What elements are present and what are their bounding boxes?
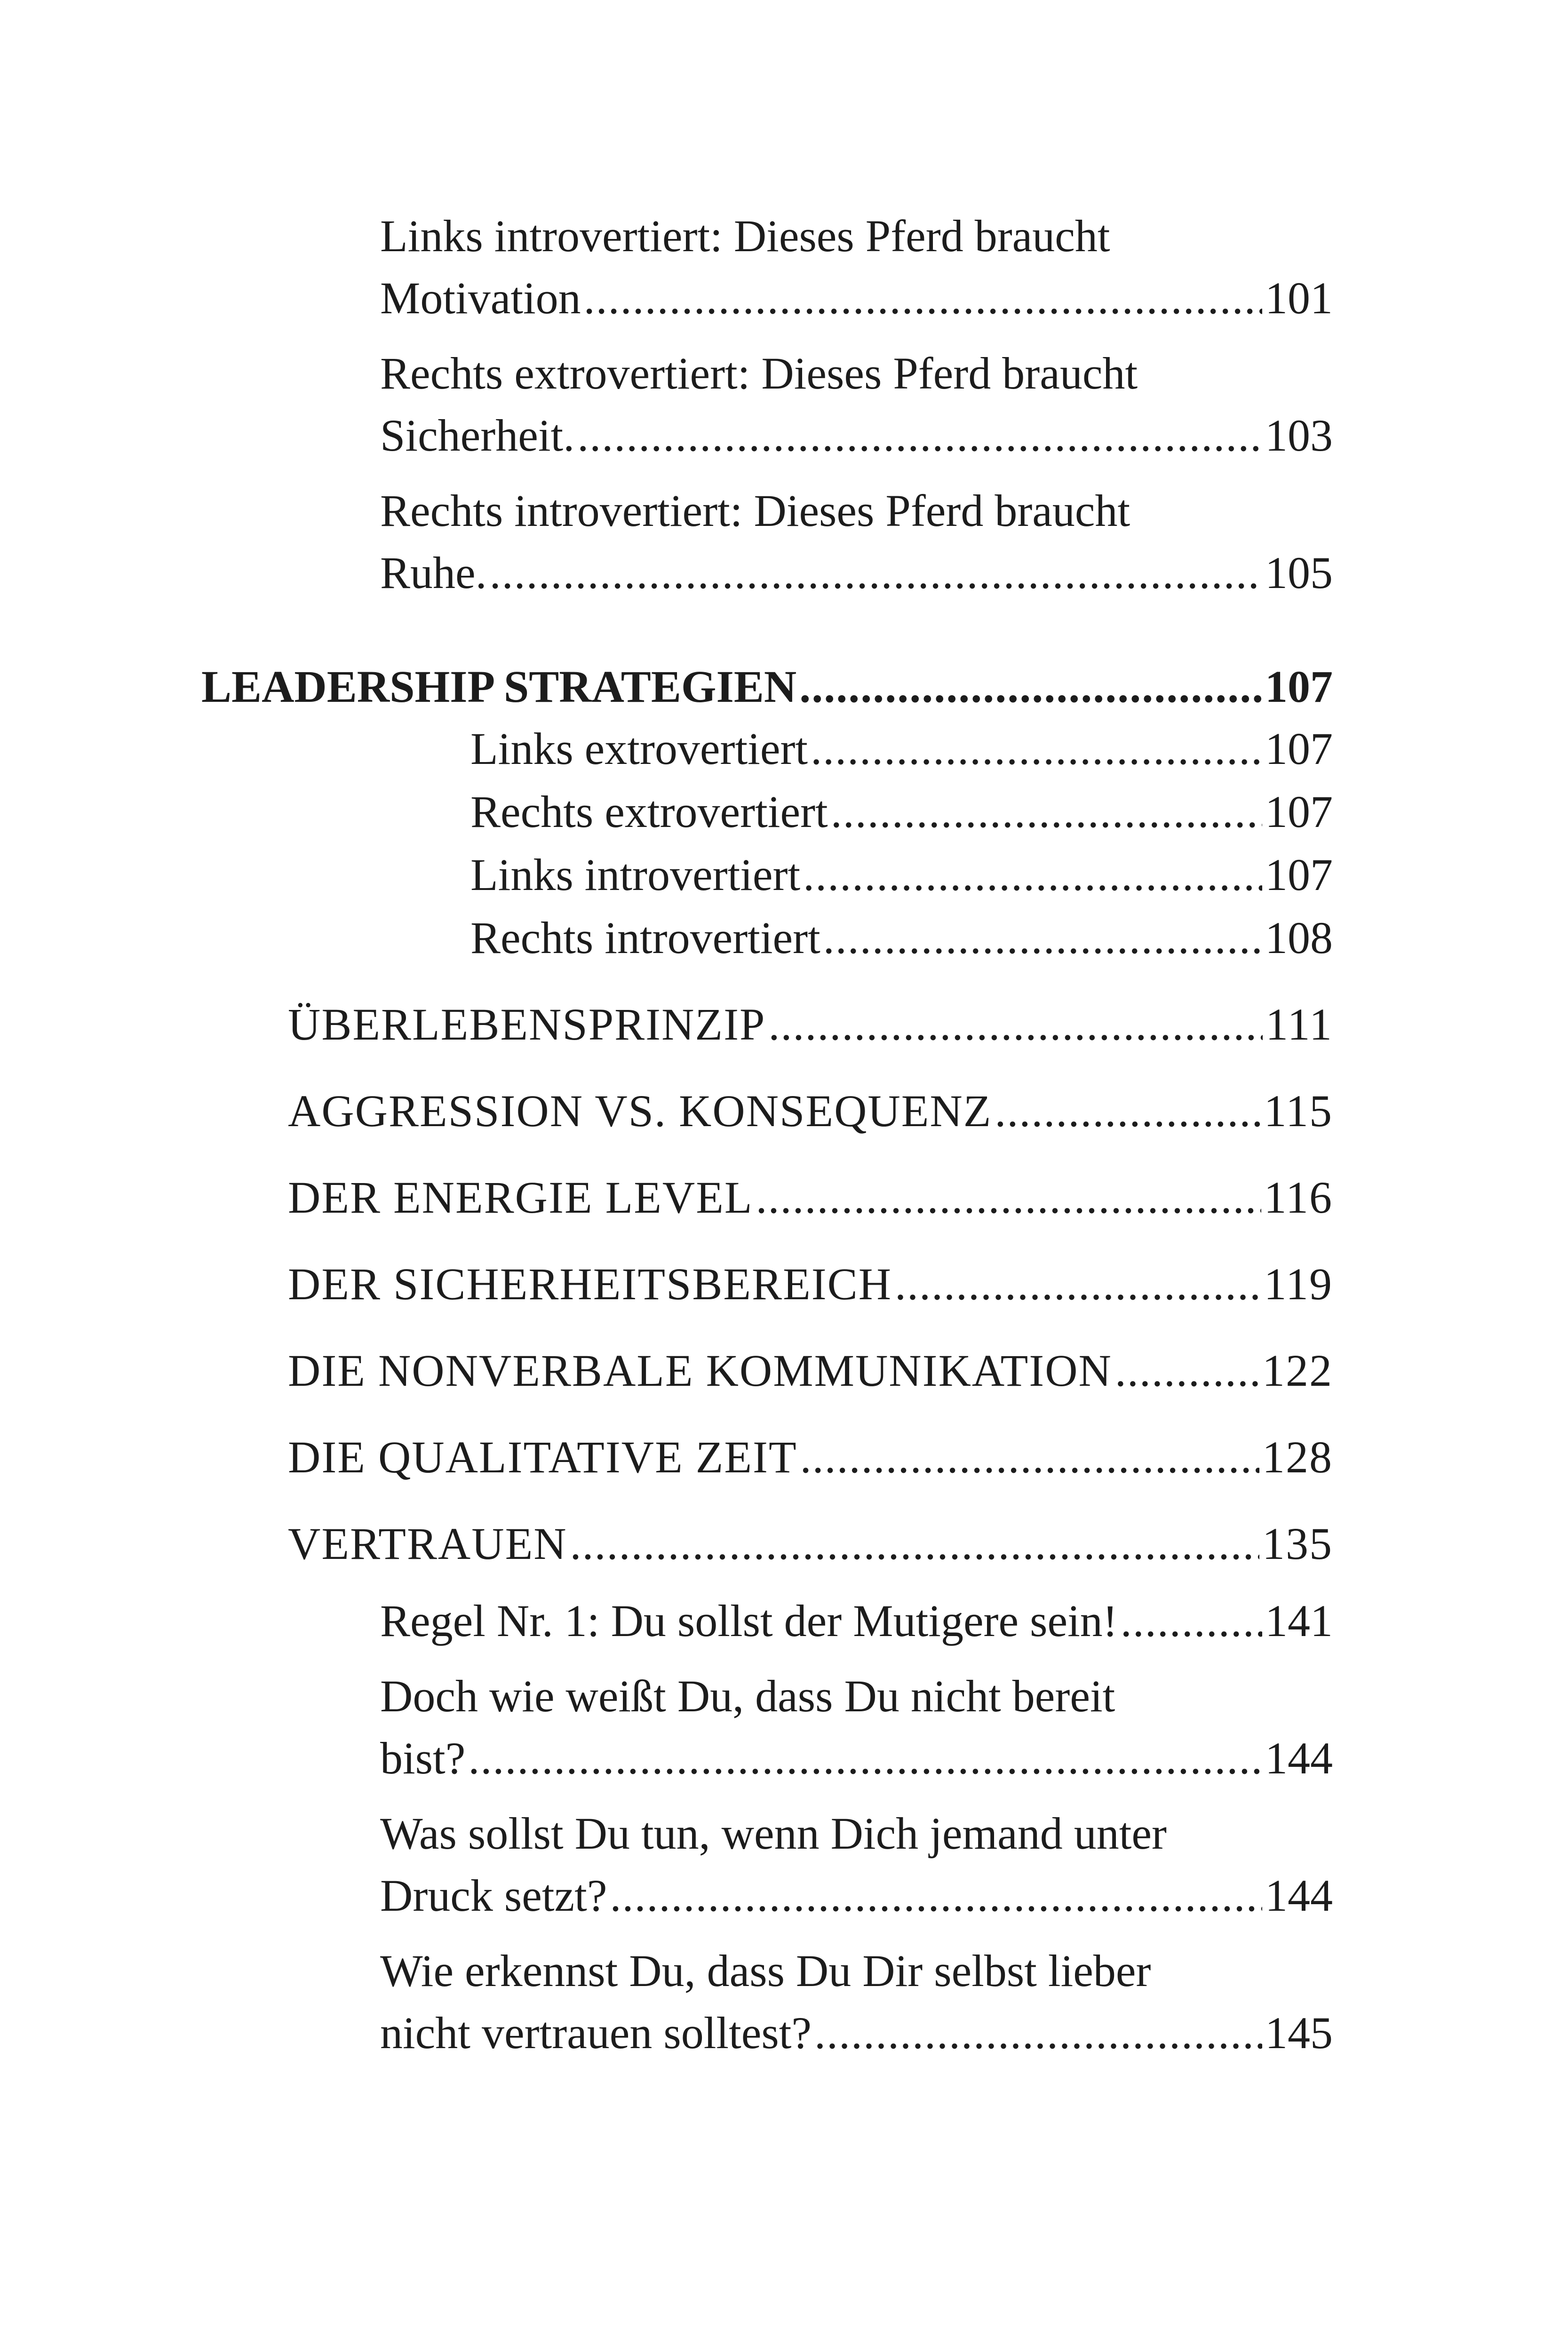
toc-section-label: DIE QUALITATIVE ZEIT [288,1432,797,1482]
dot-leader [490,542,1262,604]
toc-entry-label: Links introvertiert [470,850,801,900]
toc-entry[interactable] [380,342,1333,467]
toc-section-label: ÜBERLEBENSPRINZIP [288,999,766,1049]
toc-page-number: 145 [1265,2008,1333,2058]
toc-page-number: 107 [1265,723,1333,774]
toc-entry[interactable] [470,718,1333,780]
toc-page-number: 141 [1265,1596,1333,1646]
toc-page-number: 101 [1265,273,1333,323]
dot-leader [803,844,1262,906]
toc-entry-label: Regel Nr. 1: Du sollst der Mutigere sein! [380,1596,1118,1646]
toc-entry-label: bist? [380,1733,466,1783]
toc-section-label: DIE NONVERBALE KOMMUNIKATION [288,1345,1112,1396]
toc-page-number: 135 [1262,1518,1333,1569]
toc-entry-label: Ruhe. [380,548,487,598]
dot-leader [831,781,1262,843]
dot-leader [814,2002,1262,2064]
toc-page-number: 116 [1264,1172,1333,1223]
toc-entry-label: Links extrovertiert [470,723,808,774]
toc-entry-line1: Doch wie weißt Du, dass Du nicht bereit [380,1671,1115,1721]
toc-section-label: DER SICHERHEITSBEREICH [288,1259,892,1309]
toc-page-number: 115 [1264,1086,1333,1136]
toc-entry-label: nicht vertrauen solltest? [380,2008,812,2058]
toc-page-number: 108 [1265,913,1333,963]
toc-entry[interactable] [380,1665,1333,1789]
toc-entry-label: Rechts extrovertiert [470,787,828,837]
toc-entry-label: Rechts introvertiert [470,913,820,963]
toc-section-entry[interactable] [288,1426,1333,1488]
toc-page-number: 144 [1265,1733,1333,1783]
toc-section-entry[interactable] [288,1513,1333,1575]
toc-entry-line1: Rechts introvertiert: Dieses Pferd braucht [380,485,1130,536]
toc-entry-label: Motivation [380,273,581,323]
toc-page-number: 122 [1262,1345,1333,1396]
toc-page-number: 103 [1265,410,1333,461]
dot-leader [800,1426,1259,1488]
dot-leader [584,267,1262,329]
toc-entry-line1: Wie erkennst Du, dass Du Dir selbst lieber [380,1946,1151,1996]
dot-leader [811,718,1262,780]
toc-entry-label: Sicherheit. [380,410,575,461]
toc-entry[interactable] [470,907,1333,969]
toc-entry[interactable] [380,480,1333,604]
dot-leader [610,1865,1262,1927]
toc-entry[interactable] [380,1940,1333,2064]
toc-entry[interactable] [470,844,1333,906]
toc-entry[interactable] [380,1590,1333,1652]
toc-page-number: 107 [1265,850,1333,900]
toc-chapter-label: LEADERSHIP STRATEGIEN [201,661,797,712]
toc-entry[interactable] [380,205,1333,329]
dot-leader [895,1253,1261,1315]
toc-page-number: 107 [1265,787,1333,837]
dot-leader [570,1513,1259,1575]
dot-leader [1115,1340,1259,1402]
dot-leader [768,993,1263,1056]
toc-page-number: 107 [1265,661,1333,712]
toc-section-entry[interactable] [288,993,1333,1056]
dot-leader [756,1167,1261,1229]
toc-page-number: 105 [1265,548,1333,598]
toc-page-number: 119 [1264,1259,1333,1309]
toc-entry[interactable] [470,781,1333,843]
toc-page-number: 128 [1262,1432,1333,1482]
toc-section-label: AGGRESSION VS. KONSEQUENZ [288,1086,992,1136]
toc-entry-line1: Links introvertiert: Dieses Pferd braucht [380,211,1110,261]
toc-page-number: 111 [1266,999,1333,1049]
dot-leader [995,1080,1261,1142]
toc-section-entry[interactable] [288,1080,1333,1142]
dot-leader [799,656,1262,718]
dot-leader [468,1727,1262,1789]
toc-entry[interactable] [380,1803,1333,1927]
toc-entry-label: Druck setzt? [380,1870,607,1921]
toc-section-entry[interactable] [288,1340,1333,1402]
toc-section-label: DER ENERGIE LEVEL [288,1172,753,1223]
dot-leader [577,405,1262,467]
toc-section-entry[interactable] [288,1167,1333,1229]
toc-chapter-entry[interactable] [201,656,1333,718]
toc-section-entry[interactable] [288,1253,1333,1315]
toc-entry-line1: Rechts extrovertiert: Dieses Pferd braucht [380,348,1138,398]
toc-page-number: 144 [1265,1870,1333,1921]
toc-section-label: VERTRAUEN [288,1518,567,1569]
dot-leader [823,907,1262,969]
toc-entry-line1: Was sollst Du tun, wenn Dich jemand unter [380,1808,1167,1859]
dot-leader [1121,1590,1262,1652]
